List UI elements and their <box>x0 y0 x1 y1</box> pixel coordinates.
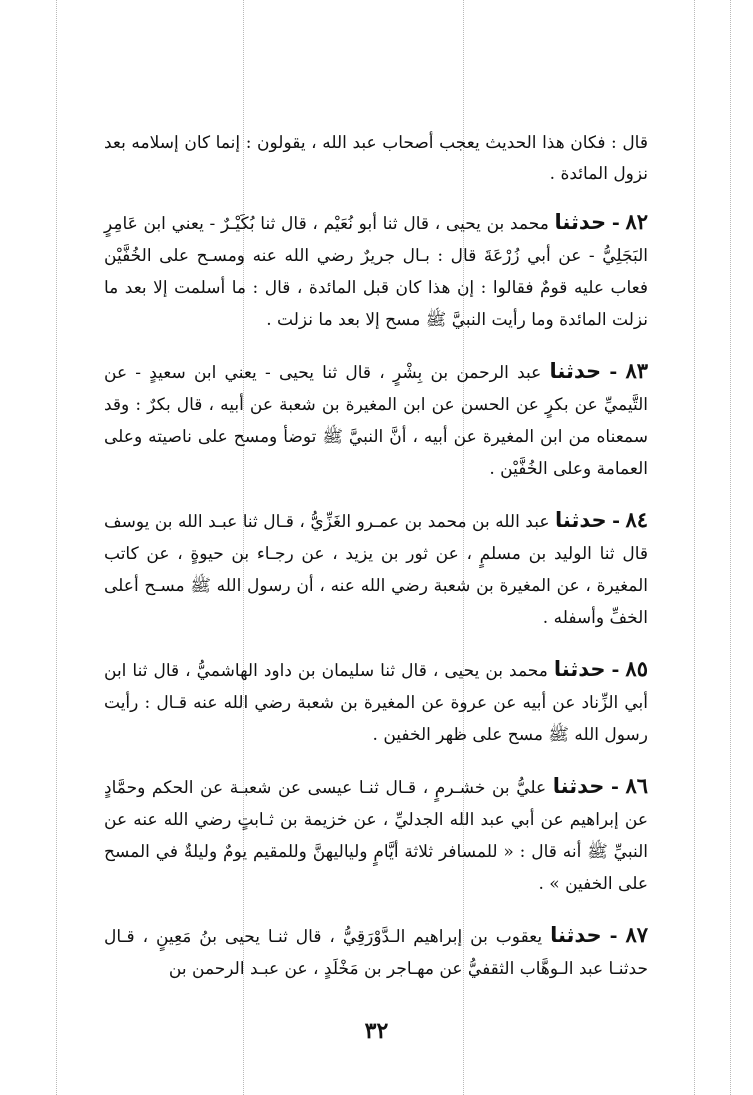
hadith-84 <box>104 504 648 634</box>
hadith-keyword: حدثنا <box>552 774 605 798</box>
hadith-text: محمد بن يحيى ، قال ثنا أبو نُعَيْم ، قال ثنا بُكَيْـرٌ - يعني ابن عَامِرٍ البَجَلِيُّ - عن أبي زُرْعَةَ قال : بـال جريرٌ رضي الله عنه ومسـح على الخُفَّيْن فعاب عليه قومٌ فقالوا : إن هذا كان قبل المائدة ، قال : ما أسلمت إلا بعد ما نزلت المائدة وما رأيت النبيَّ ﷺ مسح إلا بعد ما نزلت . <box>104 214 648 330</box>
hadith-text: محمد بن يحيى ، قال ثنا سليمان بن داود الهاشميُّ ، قال ثنا ابن أبي الزِّناد عن أبيه عن عروة عن المغيرة بن شعبة رضي الله عنه قـال : رأيت رسول الله ﷺ مسح على ظهر الخفين . <box>104 661 648 745</box>
scan-artifact-line <box>56 0 57 1095</box>
hadith-number: ٨٥ <box>625 656 648 681</box>
scan-artifact-line <box>730 0 731 1095</box>
hadith-text: يعقوب بن إبراهيم الـدَّوْرَقِيُّ ، قال ثنـا يحيى بنُ مَعِينٍ ، قـال حدثنـا عبد الـوهَّاب الثقفيُّ عن مهـاجر بن مَخْلَدٍ ، عن عبـد الرحمن بن <box>104 927 648 979</box>
hadith-keyword: حدثنا <box>555 508 607 532</box>
hadith-dash: - <box>609 925 618 947</box>
page-body <box>104 128 648 1004</box>
hadith-dash: - <box>609 361 618 383</box>
hadith-87 <box>104 919 648 985</box>
hadith-83 <box>104 355 648 485</box>
hadith-number: ٨٤ <box>625 507 649 532</box>
hadith-text: عليُّ بن خشـرمٍ ، قـال ثنـا عيسى عن شعبـة عن الحكم وحمَّادٍ عن إبراهيم عن أبي عبد الله الجدليِّ ، عن خزيمة بن ثـابتٍ رضي الله عنه عن النبيِّ ﷺ أنه قال : « للمسافر ثلاثة أيَّامٍ ولياليهنَّ وللمقيم يومٌ وليلةٌ في المسح على الخفين » . <box>104 778 648 894</box>
hadith-number: ٨٧ <box>625 922 648 947</box>
hadith-number: ٨٣ <box>625 358 649 383</box>
hadith-keyword: حدثنا <box>550 923 602 947</box>
page-number: ٣٢ <box>364 1018 389 1044</box>
hadith-85 <box>104 653 648 751</box>
hadith-number: ٨٢ <box>625 209 648 234</box>
hadith-dash: - <box>611 659 620 681</box>
hadith-keyword: حدثنا <box>554 210 607 234</box>
hadith-86 <box>104 770 648 900</box>
intro-paragraph: قال : فكان هذا الحديث يعجب أصحاب عبد الله ، يقولون : إنما كان إسلامه بعد نزول المائدة . <box>104 133 648 184</box>
hadith-text: عبد الرحمن بن بِشْرٍ ، قال ثنا يحيى - يعني ابن سعيدٍ - عن التَّيميِّ عن بكرٍ عن الحسن عن ابن المغيرة بن شعبة عن أبيه ، قال بكرٌ : وقد سمعناه من ابن المغيرة عن أبيه ، أنَّ النبيَّ ﷺ توضأ ومسح على ناصيته وعلى العمامة وعلى الخُفَّيْن . <box>104 363 648 479</box>
hadith-82 <box>104 206 648 336</box>
hadith-dash: - <box>612 510 620 532</box>
hadith-text: عبد الله بن محمد بن عمـرو الغَزِّيُّ ، قـال ثنا عبـد الله بن يوسف قال ثنا الوليد بن مسلمٍ ، عن ثور بن يزيد ، عن رجـاء بن حيوةٍ ، عن كاتب المغيرة ، عن المغيرة بن شعبة رضي الله عنه ، أن رسول الله ﷺ مسـح أعلى الخفِّ وأسفله . <box>104 512 648 628</box>
hadith-keyword: حدثنا <box>553 657 606 681</box>
hadith-dash: - <box>611 212 620 234</box>
hadith-keyword: حدثنا <box>549 359 602 383</box>
hadith-dash: - <box>610 776 619 798</box>
hadith-number: ٨٦ <box>625 773 648 798</box>
scan-artifact-line <box>694 0 695 1095</box>
